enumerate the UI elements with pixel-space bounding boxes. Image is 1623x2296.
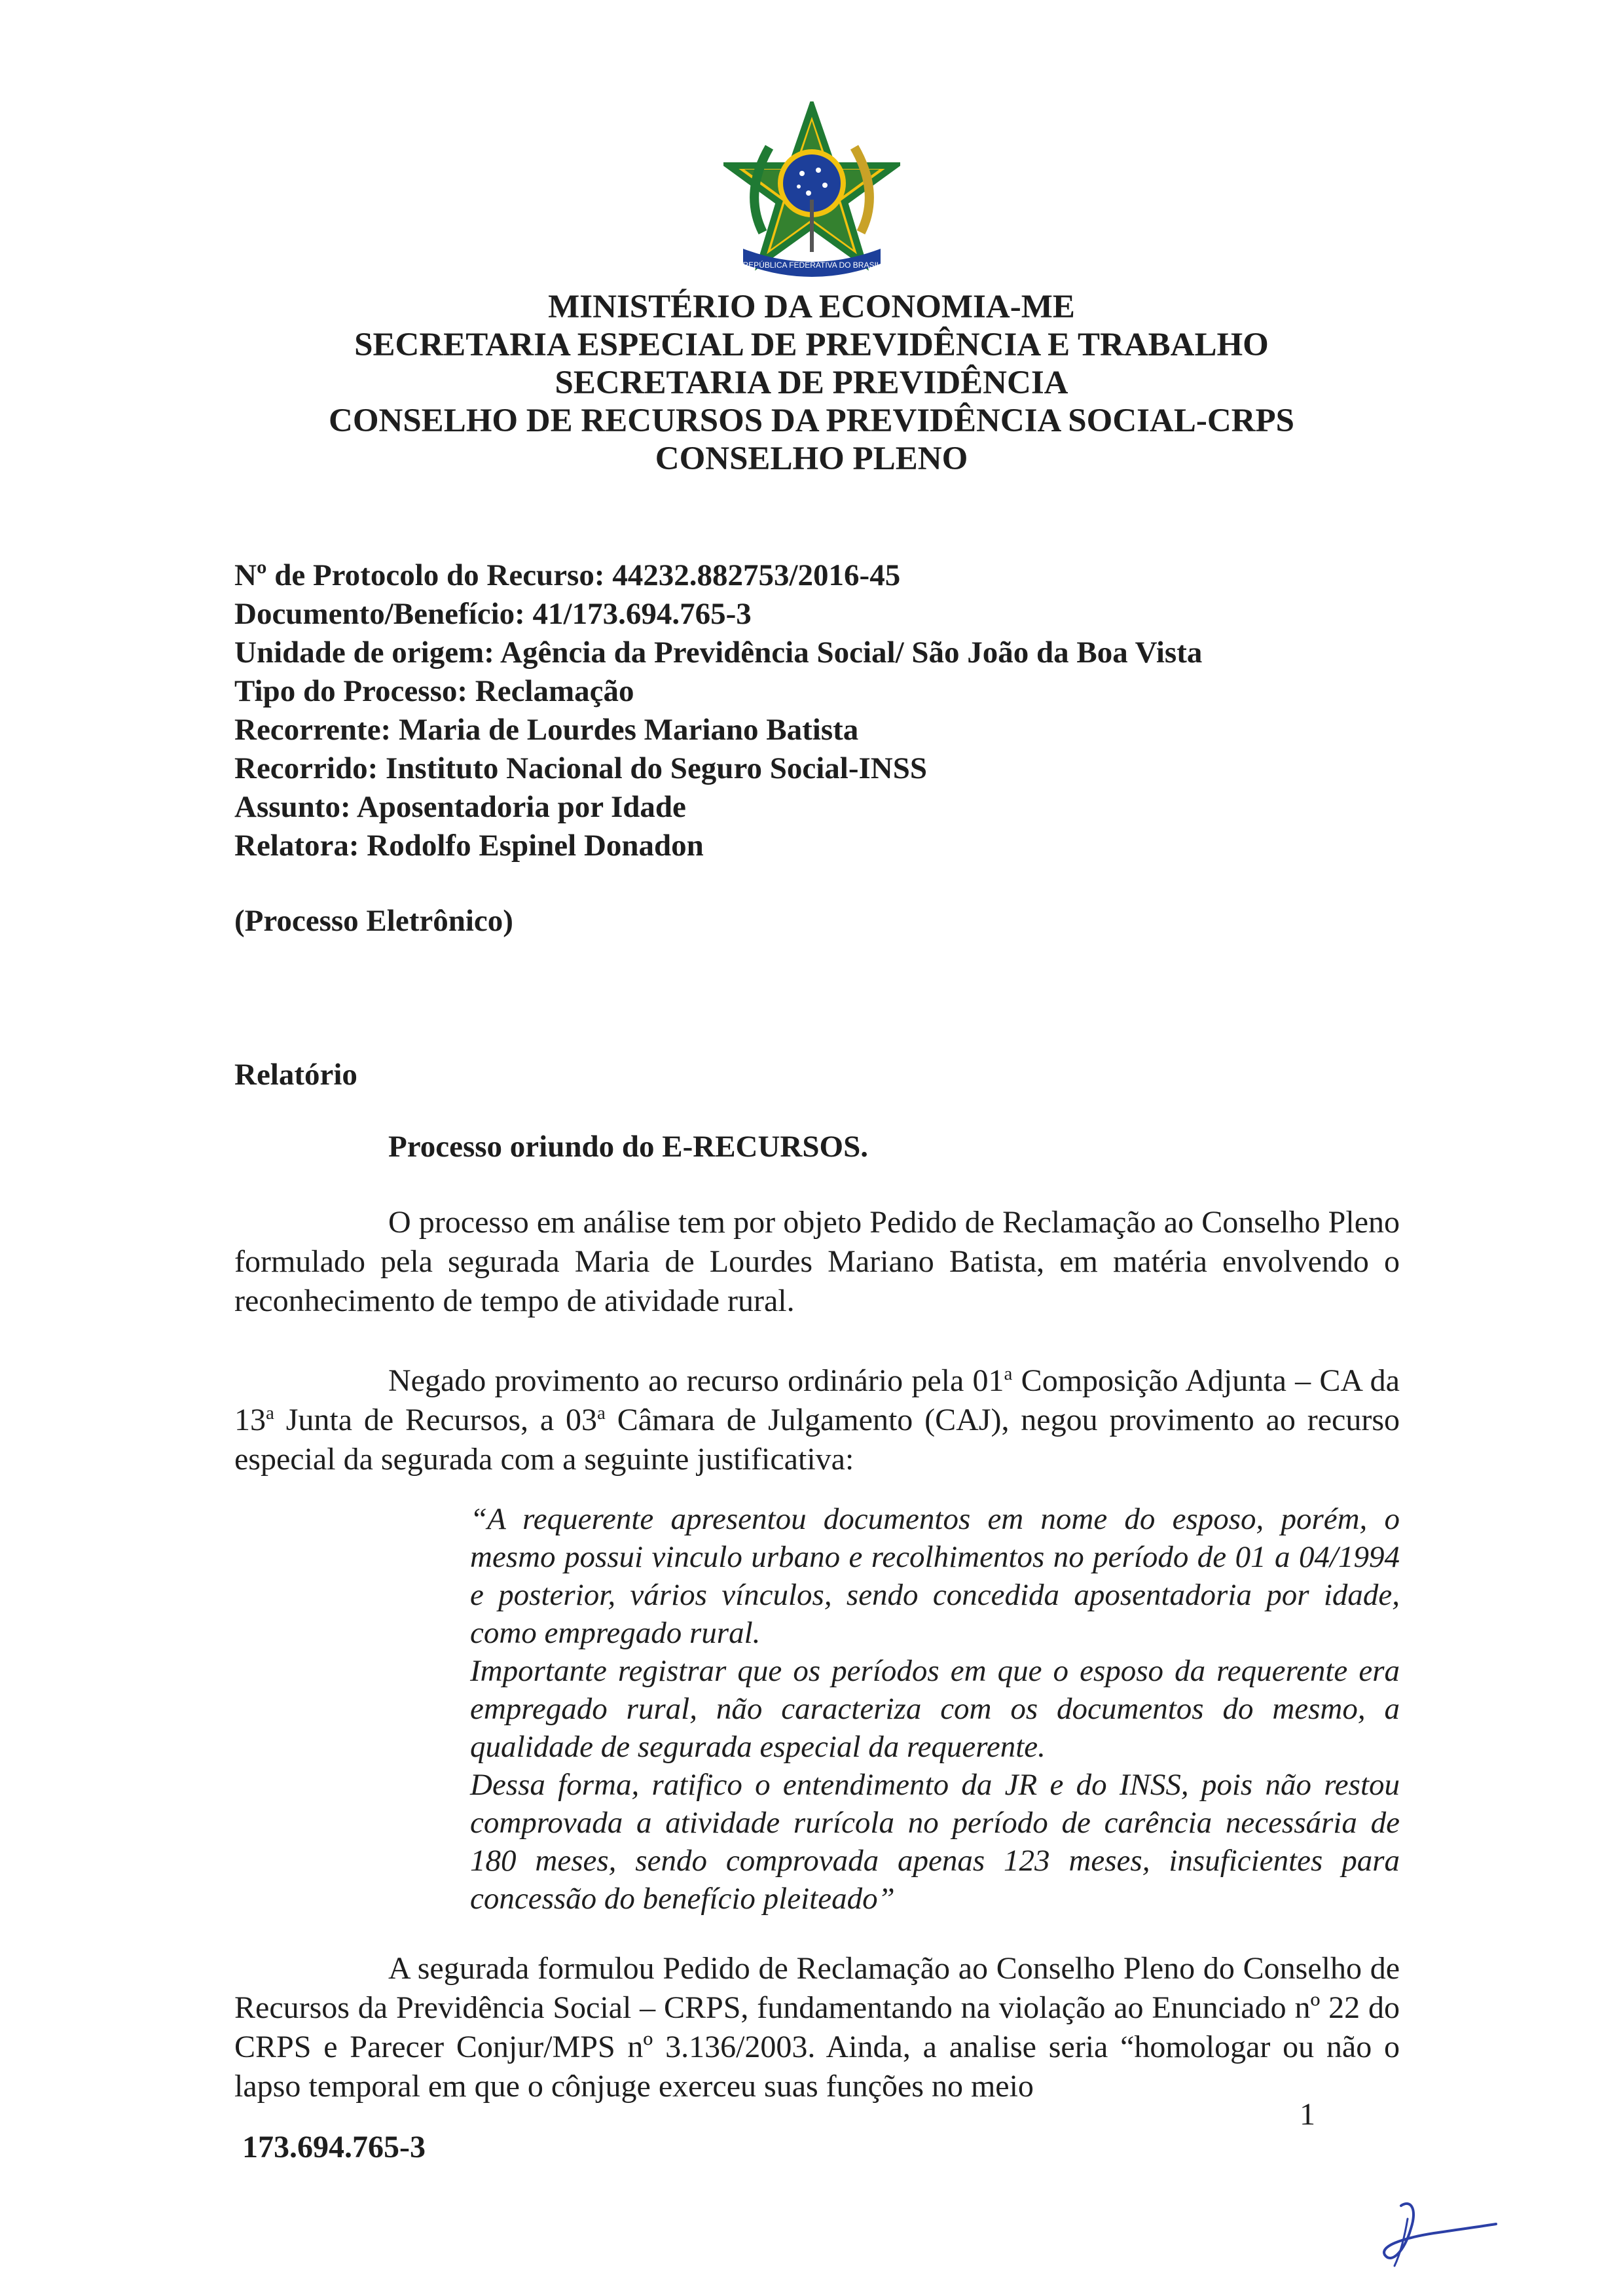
process-metadata: [234, 556, 1478, 865]
paragraph-2-text-3: Junta de Recursos, a 03: [274, 1403, 598, 1437]
header-council: CONSELHO DE RECURSOS DA PREVIDÊNCIA SOCIAL-CRPS: [328, 403, 1294, 439]
meta-recorrido: Recorrido: Instituto Nacional do Seguro Social-INSS: [234, 751, 927, 785]
paragraph-2-text-2: Composição Adjunta – CA da 13: [234, 1363, 1400, 1437]
page-number: 1: [1300, 2097, 1315, 2132]
ordinal-sup: a: [266, 1403, 274, 1424]
paragraph-3: [234, 1949, 1400, 2106]
ribbon-text: REPÚBLICA FEDERATIVA DO BRASIL: [742, 260, 881, 270]
meta-assunto: Assunto: Aposentadoria por Idade: [234, 790, 686, 824]
paragraph-2-text-4: Câmara de Julgamento (CAJ), negou provimento ao recurso especial da segurada com a seguinte justificativa:: [234, 1403, 1400, 1477]
paragraph-3-text: A segurada formulou Pedido de Reclamação ao Conselho Pleno do Conselho de Recursos da Previdência Social – CRPS, fundamentando na violação ao Enunciado nº 22 do CRPS e Parecer Conjur/MPS nº 3.136/2003. Ainda, a analise seria “homologar ou não o lapso temporal em que o cônjuge exerceu suas funções no meio: [234, 1951, 1400, 2104]
paragraph-1: [234, 1203, 1400, 1321]
header-ministry: MINISTÉRIO DA ECONOMIA-ME: [548, 289, 1075, 325]
meta-recorrente: Recorrente: Maria de Lourdes Mariano Batista: [234, 713, 859, 747]
footer-document-number: 173.694.765-3: [242, 2130, 426, 2164]
handwritten-signature: [1375, 2193, 1499, 2271]
quote-paragraph-1: “A requerente apresentou documentos em nome do esposo, porém, o mesmo possui vinculo urbano e recolhimentos no período de 01 a 04/1994 e posterior, vários vínculos, sendo concedida aposentadoria por idade, como empregado rural.: [470, 1502, 1400, 1650]
coat-of-arms-emblem: [723, 101, 900, 278]
document-header: [0, 288, 1623, 478]
paragraph-2: [234, 1361, 1400, 1479]
meta-protocolo: Nº de Protocolo do Recurso: 44232.882753/2016-45: [234, 558, 901, 592]
relatorio-heading: Relatório: [234, 1058, 357, 1092]
processo-eletronico: (Processo Eletrônico): [234, 904, 513, 938]
quoted-justification: [470, 1500, 1400, 1918]
quote-paragraph-2: Importante registrar que os períodos em que o esposo da requerente era empregado rural, não caracteriza com os documentos do mesmo, a qualidade de segurada especial da requerente.: [470, 1654, 1400, 1764]
ordinal-sup: a: [597, 1403, 606, 1424]
header-special-secretariat: SECRETARIA ESPECIAL DE PREVIDÊNCIA E TRABALHO: [354, 327, 1269, 363]
paragraph-2-text-1: Negado provimento ao recurso ordinário pela 01: [388, 1363, 1004, 1398]
meta-unidade: Unidade de origem: Agência da Previdência Social/ São João da Boa Vista: [234, 636, 1203, 670]
ordinal-sup: a: [1004, 1363, 1013, 1384]
origem-line: Processo oriundo do E-RECURSOS.: [388, 1130, 868, 1164]
header-secretariat: SECRETARIA DE PREVIDÊNCIA: [555, 365, 1068, 401]
quote-paragraph-3: Dessa forma, ratifico o entendimento da JR e do INSS, pois não restou comprovada a atividade rurícola no período de carência necessária de 180 meses, sendo comprovada apenas 123 meses, insuficientes para concessão do benefício pleiteado”: [470, 1768, 1400, 1916]
paragraph-1-text: O processo em análise tem por objeto Pedido de Reclamação ao Conselho Pleno formulado pela segurada Maria de Lourdes Mariano Batista, em matéria envolvendo o reconhecimento de tempo de atividade rural.: [234, 1205, 1400, 1318]
meta-tipo: Tipo do Processo: Reclamação: [234, 674, 634, 708]
meta-documento: Documento/Benefício: 41/173.694.765-3: [234, 597, 752, 631]
meta-relatora: Relatora: Rodolfo Espinel Donadon: [234, 829, 704, 863]
header-plenary: CONSELHO PLENO: [655, 440, 968, 477]
